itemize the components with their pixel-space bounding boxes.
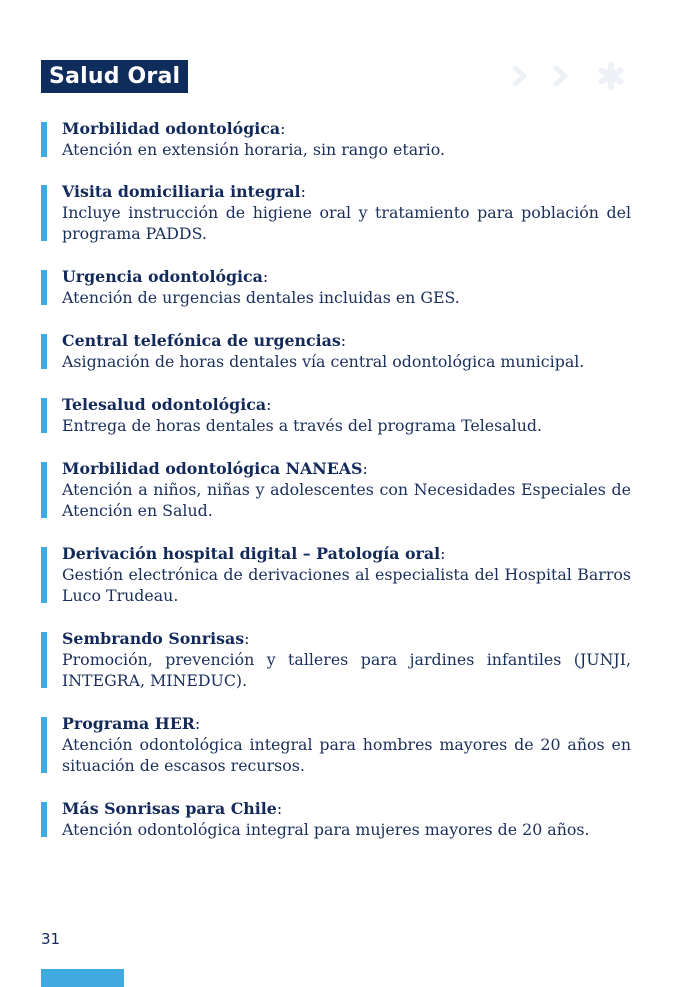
entry-description: Entrega de horas dentales a través del programa Telesalud. (62, 416, 543, 435)
accent-bar (41, 462, 47, 518)
entry-title: Visita domiciliaria integral (62, 182, 301, 201)
decorative-star-icon (597, 62, 624, 90)
footer-accent-bar (41, 969, 124, 987)
entry-description: Promoción, prevención y talleres para jardines infantiles (JUNJI, INTEGRA, MINEDUC). (62, 650, 631, 690)
entry-title: Derivación hospital digital – Patología oral (62, 544, 441, 563)
entry-title: Programa HER (62, 714, 195, 733)
accent-bar (41, 547, 47, 603)
entry-description: Atención odontológica integral para mujeres mayores de 20 años. (62, 820, 590, 839)
accent-bar (41, 334, 47, 369)
accent-bar (41, 185, 47, 241)
entry-title: Más Sonrisas para Chile (62, 799, 277, 818)
entry-description: Asignación de horas dentales vía central odontológica municipal. (62, 352, 585, 371)
entry-description: Atención en extensión horaria, sin rango etario. (62, 140, 445, 159)
entry-title: Urgencia odontológica (62, 267, 263, 286)
page-number: 31 (41, 930, 61, 948)
list-item: Programa HER: Atención odontológica integral para hombres mayores de 20 años en situación de escasos recursos. (41, 713, 631, 776)
accent-bar (41, 802, 47, 837)
list-item: Morbilidad odontológica NANEAS: Atención a niños, niñas y adolescentes con Necesidades Especiales de Atención en Salud. (41, 458, 631, 521)
entry-description: Incluye instrucción de higiene oral y tratamiento para población del programa PADDS. (62, 203, 631, 243)
entry-title: Morbilidad odontológica NANEAS (62, 459, 363, 478)
entry-description: Gestión electrónica de derivaciones al especialista del Hospital Barros Luco Trudeau. (62, 565, 631, 605)
section-title: Salud Oral (49, 64, 181, 89)
entry-description: Atención a niños, niñas y adolescentes con Necesidades Especiales de Atención en Salud. (62, 480, 631, 520)
service-list (41, 118, 631, 840)
list-item: Urgencia odontológica: Atención de urgencias dentales incluidas en GES. (41, 266, 631, 308)
list-item: Telesalud odontológica: Entrega de horas dentales a través del programa Telesalud. (41, 394, 631, 436)
accent-bar (41, 122, 47, 157)
list-item: Central telefónica de urgencias: Asignación de horas dentales vía central odontológica municipal. (41, 330, 631, 372)
entry-description: Atención odontológica integral para hombres mayores de 20 años en situación de escasos recursos. (62, 735, 631, 775)
entry-title: Central telefónica de urgencias (62, 331, 341, 350)
entry-title: Telesalud odontológica (62, 395, 267, 414)
list-item: Sembrando Sonrisas: Promoción, prevención y talleres para jardines infantiles (JUNJI, INTEGRA, MINEDUC). (41, 628, 631, 691)
accent-bar (41, 632, 47, 688)
list-item: Morbilidad odontológica: Atención en extensión horaria, sin rango etario. (41, 118, 631, 160)
list-item: Derivación hospital digital – Patología oral: Gestión electrónica de derivaciones al especialista del Hospital Barros Luco Trudeau. (41, 543, 631, 606)
entry-description: Atención de urgencias dentales incluidas en GES. (62, 288, 460, 307)
accent-bar (41, 717, 47, 773)
section-title-box (41, 60, 188, 93)
entry-title: Sembrando Sonrisas (62, 629, 245, 648)
accent-bar (41, 398, 47, 433)
accent-bar (41, 270, 47, 305)
decorative-arrows-icon (505, 58, 635, 94)
list-item: Más Sonrisas para Chile: Atención odontológica integral para mujeres mayores de 20 años. (41, 798, 631, 840)
list-item: Visita domiciliaria integral: Incluye instrucción de higiene oral y tratamiento para población del programa PADDS. (41, 181, 631, 244)
entry-title: Morbilidad odontológica (62, 119, 281, 138)
